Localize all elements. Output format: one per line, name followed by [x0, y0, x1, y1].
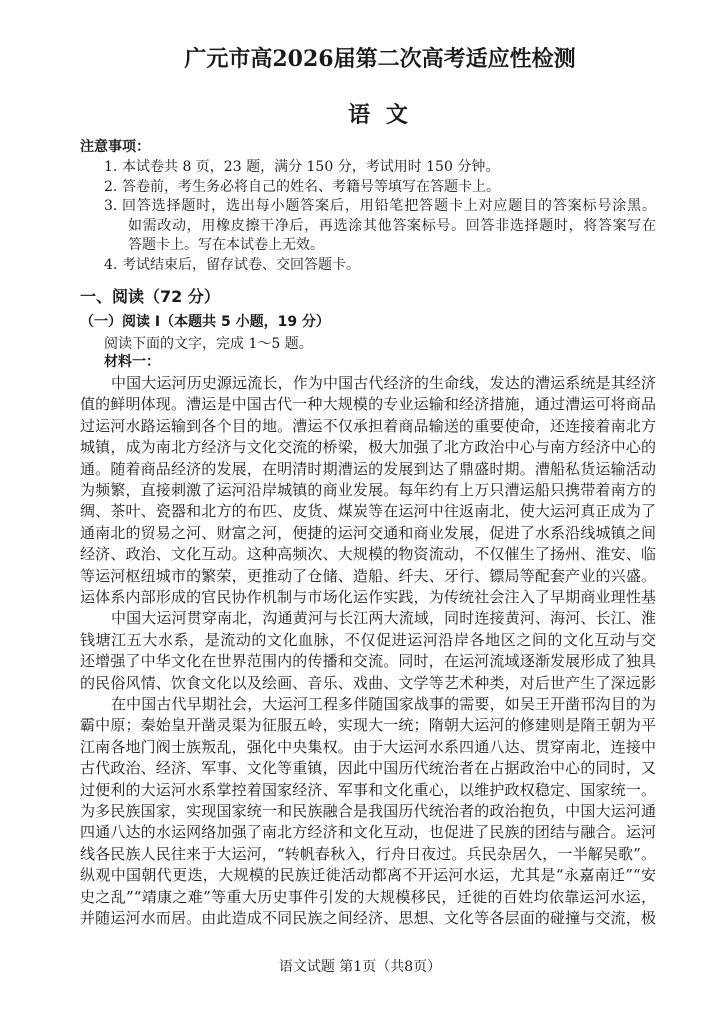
- section-title: 一、阅读（72 分）: [80, 287, 220, 306]
- passage-line: 线各民族人民往来于大运河，“转帆春秋入，行舟日夜过。兵民杂居久，一半解吴歌”。: [80, 844, 656, 863]
- instruction: 阅读下面的文字，完成 1～5 题。: [104, 336, 313, 352]
- notice-item-text: 本试卷共 8 页，23 题，满分 150 分，考试用时 150 分钟。: [122, 159, 500, 175]
- passage-line: 在中国古代早期社会，大运河工程多伴随国家战事的需要，如吴王开凿邗沟目的为: [111, 695, 656, 713]
- notice-item-text: 回答选择题时，选出每小题答案后，用铅笔把答题卡上对应题目的答案标号涂黑。: [122, 198, 656, 215]
- passage-line: 江南各地门阀士族叛乱，强化中央集权。由于大运河水系四通八达、贯穿南北，连接中: [80, 737, 656, 756]
- passage-line: 通。随着商品经济的发展，在明清时期漕运的发展到达了鼎盛时期。漕船私货运输活动: [80, 459, 656, 478]
- passage-line: 经济、政治、文化互动。这种高频次、大规模的物资流动，不仅催生了扬州、淮安、临: [80, 545, 656, 564]
- page-title: 广元市高2026届第二次高考适应性检测: [184, 46, 576, 72]
- passage-line: 的民俗风情、饮食文化以及绘画、音乐、戏曲、文学等艺术种类，对后世产生了深远影: [80, 673, 656, 692]
- passage-line: 四通八达的水运网络加强了南北方经济和文化互动，也促进了民族的团结与融合。运河: [80, 823, 656, 842]
- passage-line: 过便利的大运河水系掌控着国家经济、军事和文化重心，以维护政权稳定、国家统一。: [80, 780, 656, 799]
- passage-line: 通南北的贸易之河、财富之河，便捷的运河交通和商业发展，促进了水系沿线城镇之间: [80, 523, 656, 542]
- page-footer: 语文试题 第1页（共8页）: [278, 959, 442, 975]
- passage-line: 古代政治、经济、军事、文化等重镇，因此中国历代统治者在占据政治中心的同时，又: [80, 759, 656, 778]
- passage-line: 霸中原；秦始皇开凿灵渠为征服五岭，实现大一统；隋朝大运河的修建则是隋王朝为平: [80, 716, 656, 735]
- passage-line: 为多民族国家，实现国家统一和民族融合是我国历代统治者的政治抱负，中国大运河通: [80, 802, 656, 820]
- passage-line: 中国大运河贯穿南北，沟通黄河与长江两大流域，同时连接黄河、海河、长江、淮: [111, 609, 656, 628]
- notice-heading: 注意事项：: [80, 139, 150, 155]
- notice-item-number: 3.: [104, 198, 118, 215]
- notice-item-text: 答卷前，考生务必将自己的姓名、考籍号等填写在答题卡上。: [122, 178, 500, 195]
- material-label: 材料一：: [104, 354, 160, 370]
- section-subtitle: （一）阅读 I（本题共 5 小题，19 分）: [80, 314, 330, 330]
- passage-line: 等运河枢纽城市的繁荣，更推动了仓储、造船、纤夫、牙行、镖局等配套产业的兴盛。: [80, 566, 656, 585]
- passage-line: 还增强了中华文化在世界范围内的传播和交流。同时，在运河流域逐渐发展形成了独具: [80, 652, 656, 671]
- notice-item-text: 考试结束后，留存试卷、交回答题卡。: [122, 257, 360, 273]
- passage-line: 城镇，成为南北方经济与文化交流的桥梁，极大加强了北方政治中心与南方经济中心的: [80, 438, 656, 457]
- subject-title: 语 文: [348, 102, 412, 128]
- notice-item-number: 2.: [104, 178, 118, 195]
- notice-item-text: 如需改动，用橡皮擦干净后，再选涂其他答案标号。回答非选择题时，将答案写在: [128, 217, 656, 234]
- notice-item-number: 4.: [104, 257, 118, 273]
- passage-line: 值的鲜明体现。漕运是中国古代一种大规模的专业运输和经济措施，通过漕运可将商品: [80, 395, 656, 414]
- passage-line: 并随运河水而居。由此造成不同民族之间经济、思想、文化等各层面的碰撞与交流，极: [80, 909, 656, 927]
- notice-item-text: 答题卡上。写在本试卷上无效。: [128, 237, 324, 254]
- passage-line: 绸、茶叶、瓷器和北方的布匹、皮货、煤炭等在运河中往返南北，使大运河真正成为了: [80, 502, 656, 521]
- passage-line: 运体系内部形成的官民协作机制与市场化运作实践，为传统社会注入了早期商业理性基: [80, 588, 656, 606]
- notice-item-number: 1.: [104, 159, 118, 175]
- passage-line: 钱塘江五大水系，是流动的文化血脉，不仅促进运河沿岸各地区之间的文化互动与交: [80, 630, 656, 649]
- passage-line: 纵观中国朝代更迭，大规模的民族迁徙活动都离不开运河水运，尤其是“永嘉南迁”“安: [80, 866, 656, 885]
- passage-line: 为频繁，直接刺激了运河沿岸城镇的商业发展。每年约有上万只漕运船只携带着南方的: [80, 481, 656, 499]
- passage-line: 中国大运河历史源远流长，作为中国古代经济的生命线，发达的漕运系统是其经济: [111, 374, 656, 392]
- passage-line: 过运河水路运输到各个目的地。漕运不仅承担着商品输送的重要使命，还连接着南北方: [80, 416, 656, 435]
- passage-line: 史之乱”“靖康之难”等重大历史事件引发的大规模移民，迁徙的百姓均依靠运河水运，: [80, 887, 656, 906]
